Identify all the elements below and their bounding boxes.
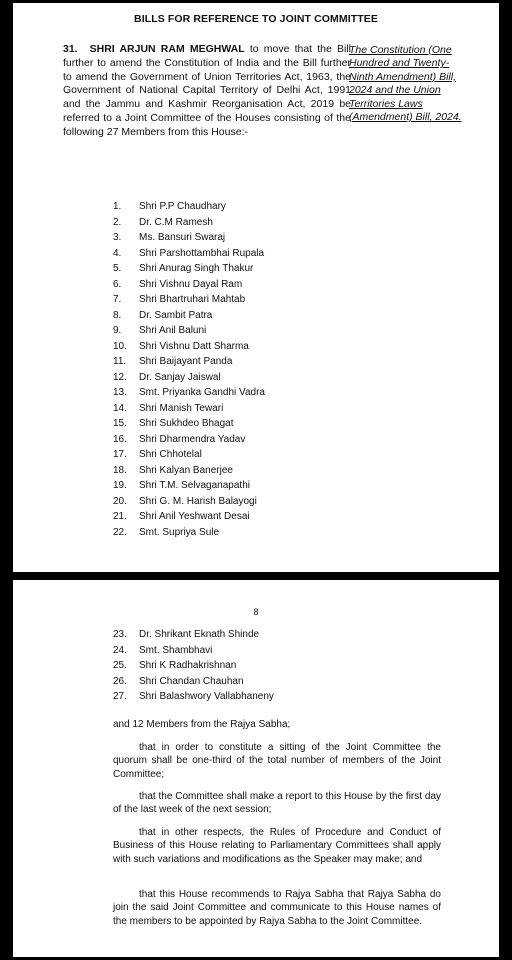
member-number: 12. (113, 371, 127, 383)
member-number: 9. (113, 325, 122, 336)
member-number: 17. (113, 449, 127, 460)
member-number: 7. (113, 294, 122, 305)
member-name: Dr. Shrikant Eknath Shinde (139, 629, 260, 640)
member-number: 11. (113, 356, 127, 367)
member-number: 22. (113, 526, 127, 538)
member-item (113, 370, 265, 386)
motion-body: to move that the Bill further to amend the Constitution of India and the Bill further to amend the Government of Union Territories Act, 1963, the Government of National Capital Territory of Delhi Act, 1991 and the Jammu and Kashmir Reorganisation Act, 2019 be referred to a Joint Committee of the Houses consisting of the following 27 Members from this House:- (63, 43, 352, 138)
member-item (113, 230, 265, 246)
member-name: Shri Vishnu Dayal Ram (139, 278, 243, 290)
member-name: Shri Manish Tewari (139, 402, 224, 414)
member-item (113, 689, 274, 705)
member-name: Dr. C.M Ramesh (139, 216, 213, 228)
member-name: Shri Dharmendra Yadav (139, 433, 246, 445)
member-item (113, 463, 265, 479)
member-item (113, 277, 265, 293)
member-item (113, 447, 265, 463)
member-number: 21. (113, 511, 127, 522)
member-name: Shri Chhotelal (139, 449, 202, 460)
member-item (113, 627, 274, 643)
member-item (113, 385, 265, 401)
rajya-sabha-line: and 12 Members from the Rajya Sabha; (113, 719, 291, 730)
page-number: 8 (253, 607, 259, 617)
member-item (113, 246, 265, 262)
member-number: 1. (113, 201, 122, 212)
motion-text (63, 43, 351, 140)
member-number: 14. (113, 402, 127, 414)
member-name: Dr. Sambit Patra (139, 309, 213, 321)
member-number: 25. (113, 660, 127, 671)
member-item (113, 199, 265, 215)
member-number: 18. (113, 464, 127, 476)
member-number: 10. (113, 340, 127, 352)
member-name: Shri Parshottambhai Rupala (139, 247, 265, 259)
mover-name: SHRI ARJUN RAM MEGHWAL (89, 43, 245, 55)
member-number: 19. (113, 480, 127, 491)
member-number: 5. (113, 263, 122, 274)
member-name: Shri Vishnu Datt Sharma (139, 340, 249, 352)
section-heading: BILLS FOR REFERENCE TO JOINT COMMITTEE (134, 13, 378, 25)
member-number: 6. (113, 278, 122, 290)
member-name: Shri Bhartruhari Mahtab (139, 294, 246, 305)
member-item (113, 354, 265, 370)
member-item (113, 494, 265, 510)
member-item (113, 416, 265, 432)
member-item (113, 339, 265, 355)
report-paragraph: that the Committee shall make a report to this House by the first day of the last week of the next session; (113, 791, 441, 816)
document-page-2 (13, 580, 499, 957)
member-name: Shri Kalyan Banerjee (139, 464, 233, 476)
member-number: 15. (113, 418, 127, 429)
member-number: 13. (113, 387, 127, 398)
member-list-continued (113, 627, 274, 705)
member-item (113, 525, 265, 541)
member-item (113, 432, 265, 448)
member-item (113, 674, 274, 690)
member-name: Shri Anil Yeshwant Desai (139, 511, 250, 522)
member-name: Smt. Supriya Sule (139, 526, 220, 538)
item-number: 31. (63, 43, 78, 55)
member-number: 27. (113, 691, 127, 702)
member-number: 20. (113, 495, 127, 507)
member-name: Shri Anurag Singh Thakur (139, 263, 254, 274)
member-name: Shri P.P Chaudhary (139, 201, 226, 212)
member-name: Ms. Bansuri Swaraj (139, 232, 226, 243)
member-number: 23. (113, 629, 127, 640)
member-name: Smt. Shambhavi (139, 644, 213, 656)
member-item (113, 658, 274, 674)
member-name: Dr. Sanjay Jaiswal (139, 371, 221, 383)
member-list-lok-sabha (113, 199, 265, 540)
member-item (113, 308, 265, 324)
member-name: Shri K Radhakrishnan (139, 660, 237, 671)
member-item (113, 215, 265, 231)
member-name: Shri Balashwory Vallabhaneny (139, 691, 274, 702)
quorum-paragraph: that in order to constitute a sitting of the Joint Committee the quorum shall be one-third of the total number of members of the Joint Committee; (113, 742, 441, 780)
member-name: Shri Sukhdeo Bhagat (139, 418, 234, 429)
member-name: Shri G. M. Harish Balayogi (139, 495, 257, 507)
member-item (113, 643, 274, 659)
bill-reference: The Constitution (One Hundred and Twenty-Ninth Amendment) Bill, 2024 and the Union Territories Laws (Amendment) Bill, 2024. (349, 44, 462, 124)
member-number: 24. (113, 644, 127, 656)
member-item (113, 292, 265, 308)
member-number: 3. (113, 232, 122, 243)
member-number: 26. (113, 675, 127, 687)
member-item (113, 401, 265, 417)
document-page-1 (13, 3, 499, 572)
rules-paragraph: that in other respects, the Rules of Procedure and Conduct of Business of this House relating to Parliamentary Committees shall apply with such variations and modifications as the Speaker may make; and (113, 827, 441, 865)
member-name: Shri Anil Baluni (139, 325, 207, 336)
member-number: 16. (113, 433, 127, 445)
member-name: Shri Baijayant Panda (139, 356, 233, 367)
member-name: Smt. Priyanka Gandhi Vadra (139, 387, 265, 398)
member-item (113, 478, 265, 494)
member-name: Shri Chandan Chauhan (139, 675, 244, 687)
recommendation-paragraph: that this House recommends to Rajya Sabha that Rajya Sabha do join the said Joint Committee and communicate to this House names of the members to be appointed by Rajya Sabha to the Joint Committee. (113, 889, 441, 927)
member-number: 4. (113, 247, 122, 259)
member-item (113, 323, 265, 339)
member-name: Shri T.M. Selvaganapathi (139, 480, 250, 491)
member-number: 8. (113, 309, 122, 321)
member-number: 2. (113, 216, 122, 228)
member-item (113, 261, 265, 277)
member-item (113, 509, 265, 525)
